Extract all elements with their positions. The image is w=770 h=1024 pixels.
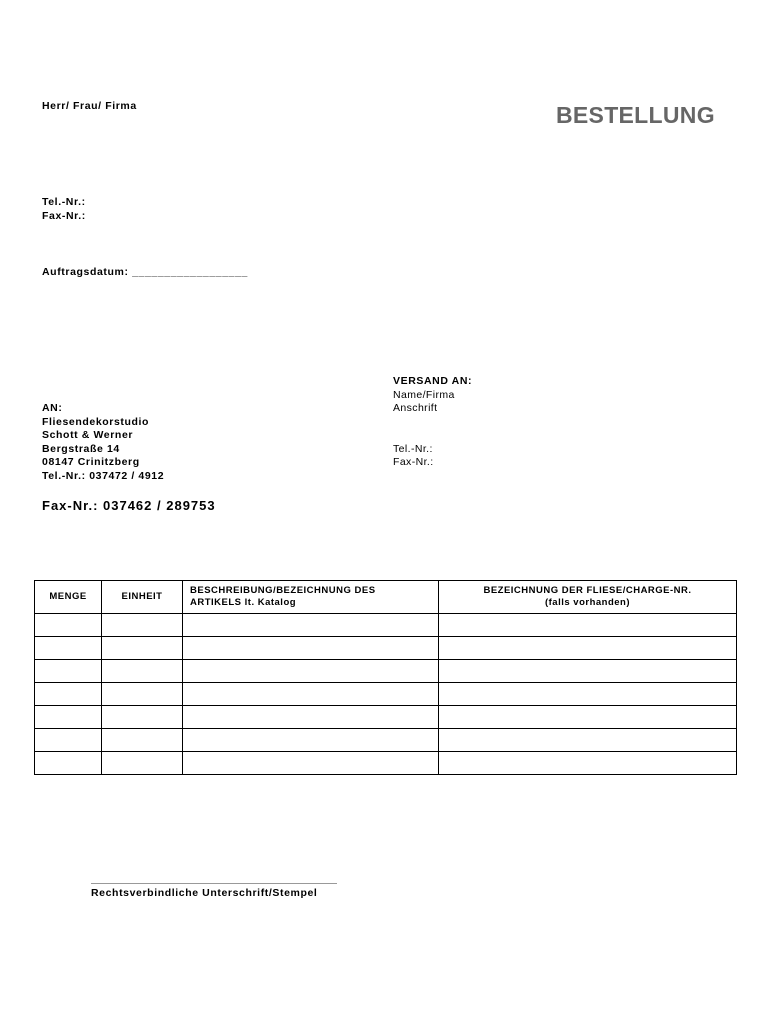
to-street-line: Bergstraße 14 — [42, 442, 120, 455]
tile-header-line2: (falls vorhanden) — [544, 597, 631, 608]
qty-cell[interactable] — [35, 683, 102, 706]
order-table — [34, 580, 737, 775]
to-names-line: Schott & Werner — [42, 429, 134, 441]
description-cell[interactable] — [183, 752, 439, 775]
to-city-line: 08147 Crinitzberg — [42, 456, 140, 468]
column-header-description — [183, 581, 439, 614]
unit-cell[interactable] — [102, 752, 183, 775]
unit-cell[interactable] — [102, 660, 183, 683]
shipping-heading: VERSAND AN: — [393, 375, 473, 387]
column-header-tile — [439, 581, 737, 614]
unit-cell[interactable] — [102, 729, 183, 752]
table-row — [35, 706, 737, 729]
table-row — [35, 637, 737, 660]
qty-cell[interactable] — [35, 660, 102, 683]
description-cell[interactable] — [183, 614, 439, 637]
qty-cell[interactable] — [35, 729, 102, 752]
unit-cell[interactable] — [102, 706, 183, 729]
recipient-label: Herr/ Frau/ Firma — [42, 100, 137, 112]
tel-label: Tel.-Nr.: — [42, 196, 86, 208]
description-cell[interactable] — [183, 660, 439, 683]
fax-number: Fax-Nr.: 037462 / 289753 — [42, 498, 216, 513]
description-cell[interactable] — [183, 729, 439, 752]
to-heading: AN: — [42, 402, 63, 414]
table-row — [35, 752, 737, 775]
tile-cell[interactable] — [439, 706, 737, 729]
shipping-fax-label: Fax-Nr.: — [393, 456, 434, 468]
shipping-name-line: Name/Firma — [393, 388, 455, 401]
shipping-tel-label: Tel.-Nr.: — [393, 442, 433, 455]
sender-contact — [42, 196, 86, 223]
unit-cell[interactable] — [102, 614, 183, 637]
tile-cell[interactable] — [439, 660, 737, 683]
description-cell[interactable] — [183, 683, 439, 706]
tile-cell[interactable] — [439, 752, 737, 775]
tile-cell[interactable] — [439, 637, 737, 660]
table-row — [35, 614, 737, 637]
tile-cell[interactable] — [439, 729, 737, 752]
description-cell[interactable] — [183, 637, 439, 660]
table-row — [35, 729, 737, 752]
shipping-address-line: Anschrift — [393, 402, 438, 414]
tile-cell[interactable] — [439, 683, 737, 706]
table-row — [35, 683, 737, 706]
tile-cell[interactable] — [439, 614, 737, 637]
to-tel-line: Tel.-Nr.: 037472 / 4912 — [42, 469, 165, 482]
description-header-line2: ARTIKELS lt. Katalog — [190, 597, 297, 608]
column-header-qty: MENGE — [35, 581, 102, 614]
description-cell[interactable] — [183, 706, 439, 729]
qty-cell[interactable] — [35, 752, 102, 775]
qty-cell[interactable] — [35, 614, 102, 637]
qty-cell[interactable] — [35, 637, 102, 660]
order-date-field[interactable]: Auftragsdatum: __________________ — [42, 266, 248, 278]
unit-cell[interactable] — [102, 637, 183, 660]
tile-header-line1: BEZEICHNUNG DER FLIESE/CHARGE-NR. — [483, 584, 692, 596]
table-header-row — [35, 581, 737, 614]
description-header-line1: BESCHREIBUNG/BEZEICHNUNG DES — [190, 584, 376, 596]
recipient-address-block — [42, 402, 164, 483]
page-title: BESTELLUNG — [556, 102, 715, 128]
column-header-unit: EINHEIT — [102, 581, 183, 614]
table-row — [35, 660, 737, 683]
shipping-block — [393, 375, 472, 470]
to-company-line: Fliesendekorstudio — [42, 415, 150, 428]
signature-label: Rechtsverbindliche Unterschrift/Stempel — [91, 887, 318, 899]
qty-cell[interactable] — [35, 706, 102, 729]
fax-label: Fax-Nr.: — [42, 209, 86, 222]
unit-cell[interactable] — [102, 683, 183, 706]
signature-line[interactable] — [91, 883, 337, 884]
